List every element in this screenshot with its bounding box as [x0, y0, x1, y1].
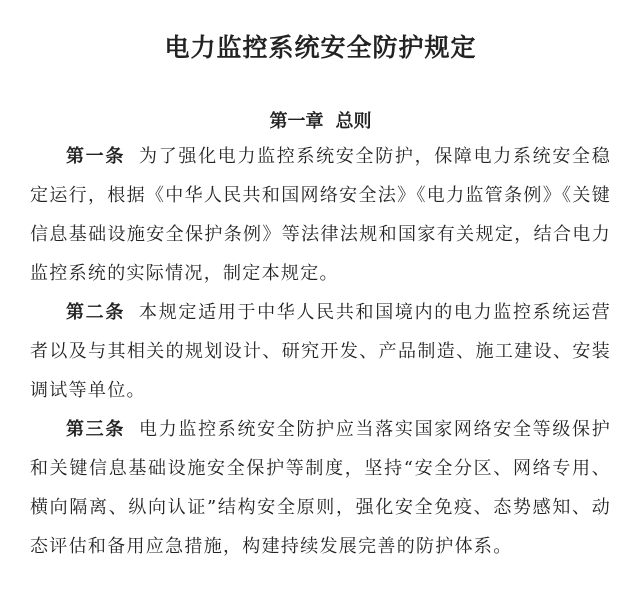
document-title: 电力监控系统安全防护规定 — [164, 33, 477, 62]
article-text: 本规定适用于中华人民共和国境内的电力监控系统运营者以及与其相关的规划设计、研究开发、产品制造、施工建设、安装调试等单位。 — [30, 302, 611, 401]
chapter-label: 第一章 — [269, 111, 324, 132]
article-1 — [30, 137, 611, 293]
article-number: 第二条 — [66, 302, 126, 323]
article-3 — [30, 410, 611, 566]
article-number: 第三条 — [66, 419, 126, 440]
chapter-name: 总则 — [335, 111, 372, 132]
article-number: 第一条 — [66, 146, 126, 167]
article-text: 为了强化电力监控系统安全防护，保障电力系统安全稳定运行，根据《中华人民共和国网络安全法》《电力监管条例》《关键信息基础设施安全保护条例》等法律法规和国家有关规定，结合电力监控系统的实际情况，制定本规定。 — [30, 146, 611, 284]
chapter-heading — [30, 110, 611, 134]
article-2 — [30, 293, 611, 410]
article-list — [30, 137, 611, 566]
article-text: 电力监控系统安全防护应当落实国家网络安全等级保护和关键信息基础设施安全保护等制度，坚持“安全分区、网络专用、横向隔离、纵向认证”结构安全原则，强化安全免疫、态势感知、动态评估和备用应急措施，构建持续发展完善的防护体系。 — [30, 419, 611, 557]
